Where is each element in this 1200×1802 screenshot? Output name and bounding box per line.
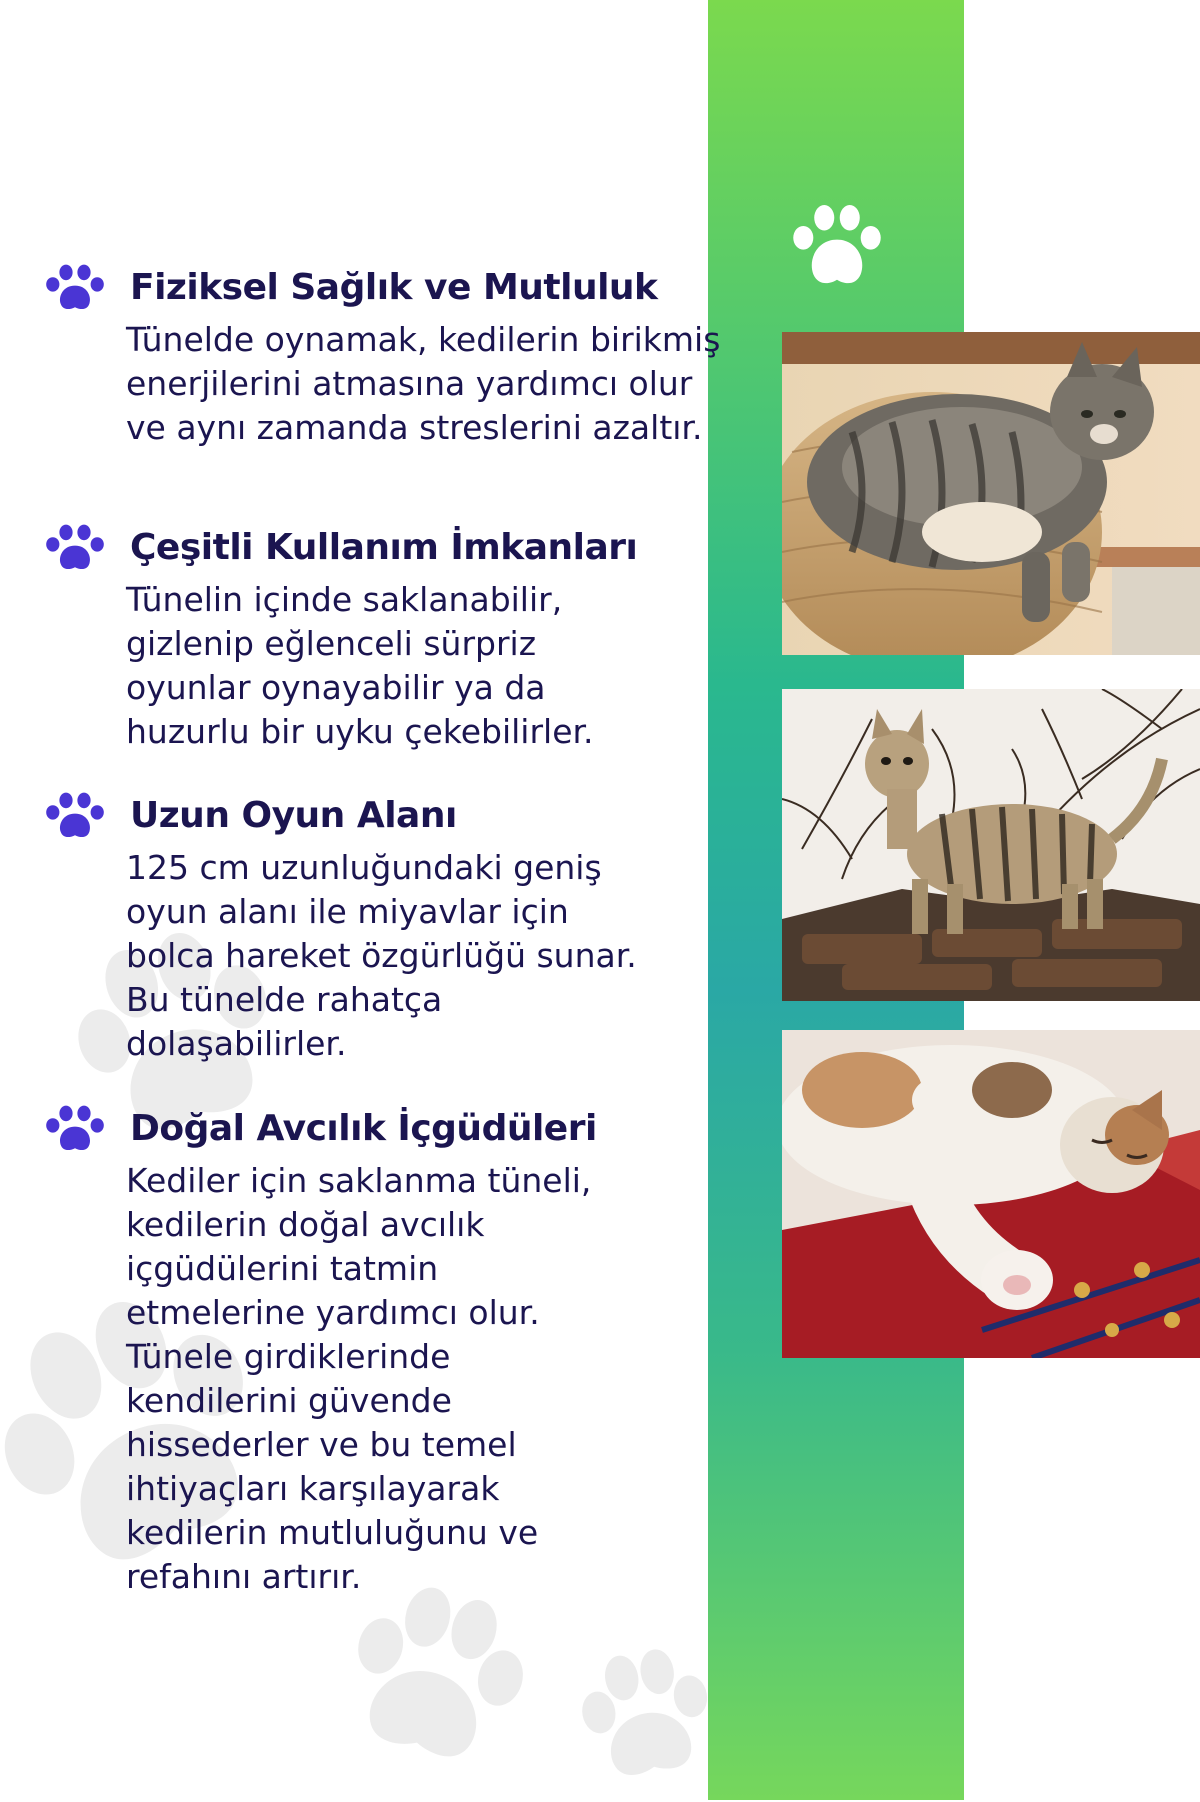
section-header [44,522,704,578]
feature-section-usage-options [44,522,704,754]
section-body: 125 cm uzunluğundaki geniş oyun alanı ile miyavlar için bolca hareket özgürlüğü sunar. Bu tünelde rahatça dolaşabilirler. [126,848,637,1063]
section-header [44,1103,704,1159]
feature-section-physical-health [44,262,721,450]
paw-icon [44,792,106,840]
white-paw-icon [783,205,891,287]
cat-photo-logs [782,689,1200,1001]
section-title: Doğal Avcılık İçgüdüleri [130,1108,597,1149]
section-title: Çeşitli Kullanım İmkanları [130,527,638,568]
paw-icon [44,524,106,572]
section-body: Kediler için saklanma tüneli, kedilerin doğal avcılık içgüdülerini tatmin etmelerine yardımcı olur. Tünele girdiklerinde kendilerini güvende hissederler ve bu temel ihtiyaçları karşılayarak kedilerin mutluluğunu ve refahını artırır. [126,1161,592,1596]
feature-section-hunting-instincts [44,1103,704,1599]
section-body: Tünelin içinde saklanabilir, gizlenip eğlenceli sürpriz oyunlar oynayabilir ya da huzurlu bir uyku çekebilirler. [126,580,594,751]
section-body: Tünelde oynamak, kedilerin birikmiş enerjilerini atmasına yardımcı olur ve aynı zamanda streslerini azaltır. [126,320,721,447]
watermark-paw-icon [558,1628,732,1802]
paw-icon [44,264,106,312]
section-header [44,262,704,318]
cat-photo-basket [782,332,1200,655]
section-header [44,790,704,846]
feature-section-play-area [44,790,704,1066]
section-title: Uzun Oyun Alanı [130,795,457,836]
cat-photo-rug [782,1030,1200,1358]
section-title: Fiziksel Sağlık ve Mutluluk [130,267,658,308]
paw-icon [44,1105,106,1153]
